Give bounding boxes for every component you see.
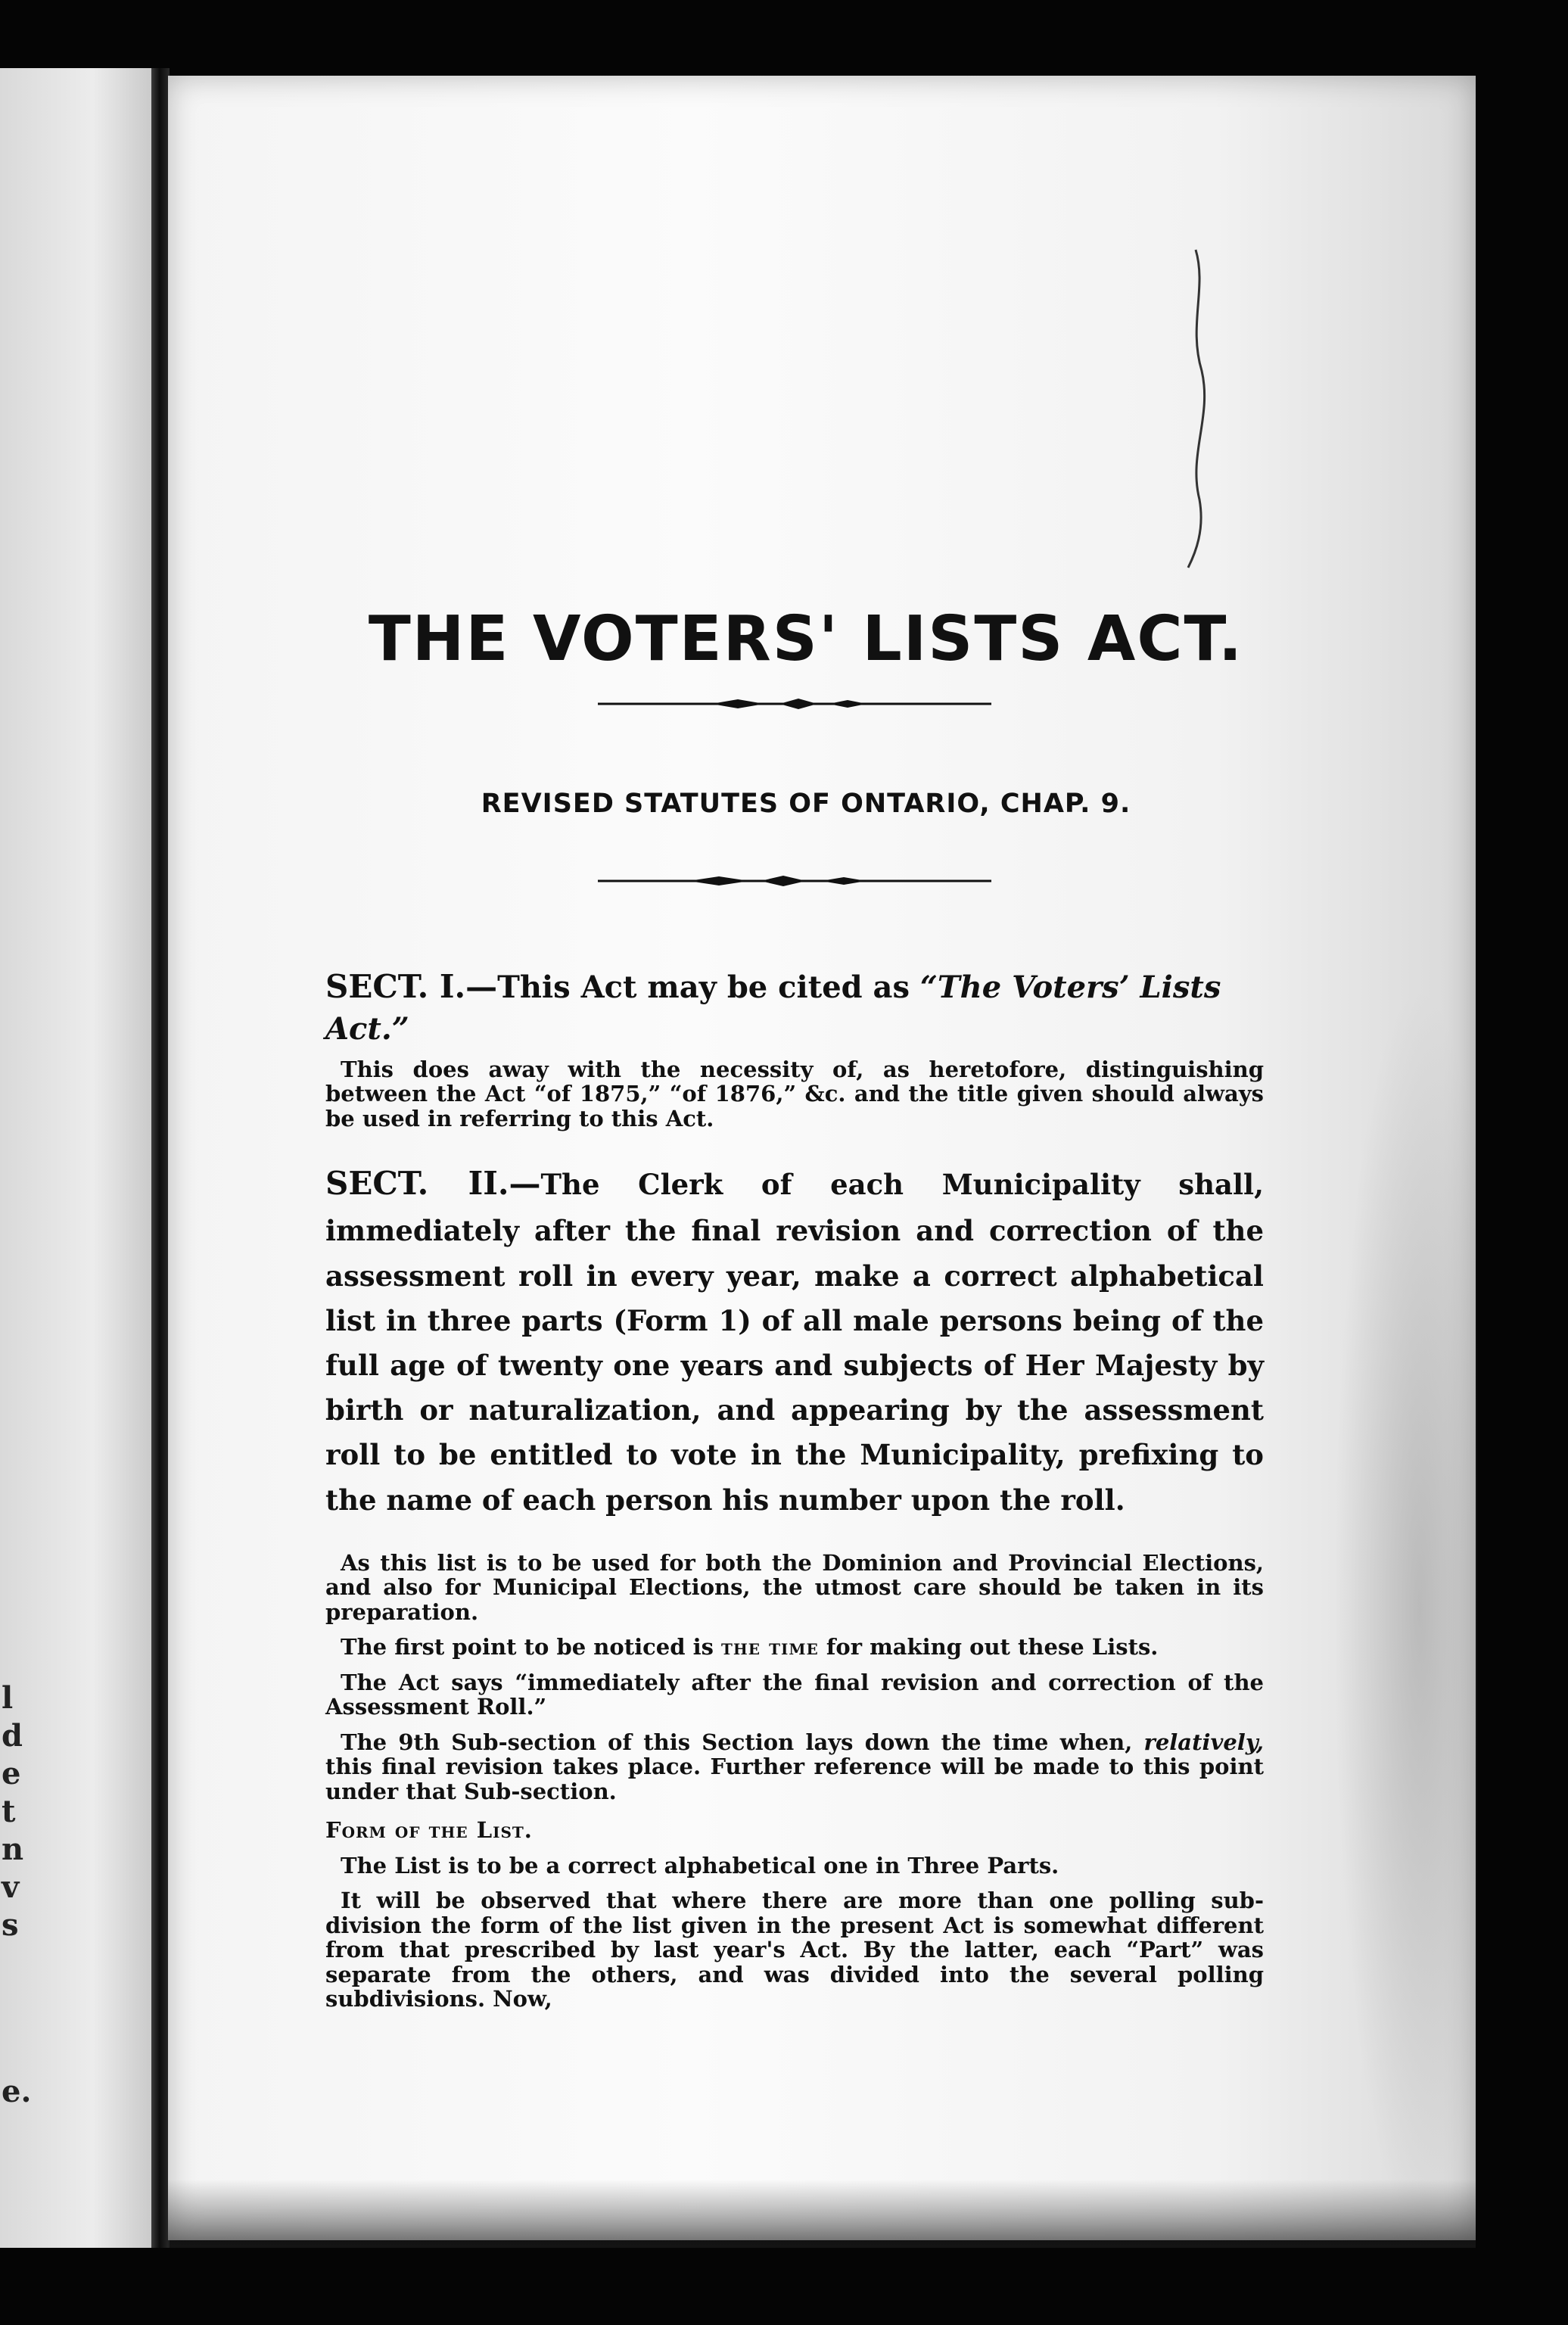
note-text: this final revision takes place. Further reference will be made to this point under that Sub-section. [325,1754,1264,1804]
section-1-note: This does away with the necessity of, as heretofore, distinguishing between the Act “of 1875,” “of 1876,” &c. and the title given should always be used in referring to this Act. [325,1056,1264,1131]
book-gutter [151,68,170,2248]
facing-page-fragments [0,68,30,2248]
note-paragraph [325,1730,1264,1804]
facing-page-edge [0,68,155,2248]
section-label: SECT. I.— [325,968,498,1006]
note-paragraph: As this list is to be used for both the Dominion and Provincial Elections, and also for Municipal Elections, the utmost care should be taken in its preparation. [325,1549,1264,1625]
section-1 [325,966,1264,1050]
note-text: The 9th Sub-section of this Section lays down the time when, [341,1729,1144,1755]
ornament-rule [598,872,991,890]
fragment-letter: e [2,1756,21,1791]
pencil-mark [1165,242,1226,575]
section-label: SECT. II.— [325,1165,541,1203]
ornament-rule [598,695,991,713]
fragment-letter: v [2,1869,20,1905]
section-2-text: The Clerk of each Municipality shall, immediately after the final revision and correction of the assessment roll in every year, make a correct alphabetical list in three parts (Form 1) of all male persons being of the full age of twenty one years and subjects of Her Majesty by birth or naturalization, and appearing by the assessment roll to be entitled to vote in the Municipality, prefixing to the name of each person his number upon the roll. [325,1168,1264,1517]
note-paragraph: The List is to be a correct alphabetical one in Three Parts. [341,1853,1059,1878]
page-smudge [1333,984,1477,2233]
page-bottom-shadow [168,2180,1476,2248]
fragment-letter: e. [2,2074,32,2109]
fragment-letter: s [2,1907,19,1943]
note-italic: relatively, [1143,1729,1264,1755]
fragment-letter: d [2,1718,23,1754]
note-emphasis: the time [721,1634,819,1660]
fragment-letter: n [2,1832,24,1867]
page-content [325,605,1264,2012]
note-paragraph: The Act says “immediately after the final revision and correction of the Assessment Roll.” [325,1669,1264,1720]
cited-title: “The Voters’ Lists Act.” [325,970,1221,1047]
page-title: THE VOTERS' LISTS ACT. [368,603,1244,675]
commentary [325,1551,1264,2012]
note-paragraph [325,1635,1264,1659]
section-1-text: This Act may be cited as [497,970,920,1006]
fragment-letter: l [2,1680,14,1716]
form-heading: Form of the List. [325,1817,533,1843]
fragment-letter: t [2,1794,16,1829]
section-2 [325,1158,1264,1523]
note-paragraph: It will be observed that where there are more than one polling sub-division the form of the list given in the present Act is somewhat different from that prescribed by last year's Act. By the latter, each “Part” was separate from the others, and was divided into the several polling subdivisions. Now, [325,1888,1264,2012]
page-subtitle: REVISED STATUTES OF ONTARIO, CHAP. 9. [481,789,1131,820]
note-text: The first point to be noticed is [341,1634,722,1660]
note-text: for making out these Lists. [818,1634,1159,1660]
